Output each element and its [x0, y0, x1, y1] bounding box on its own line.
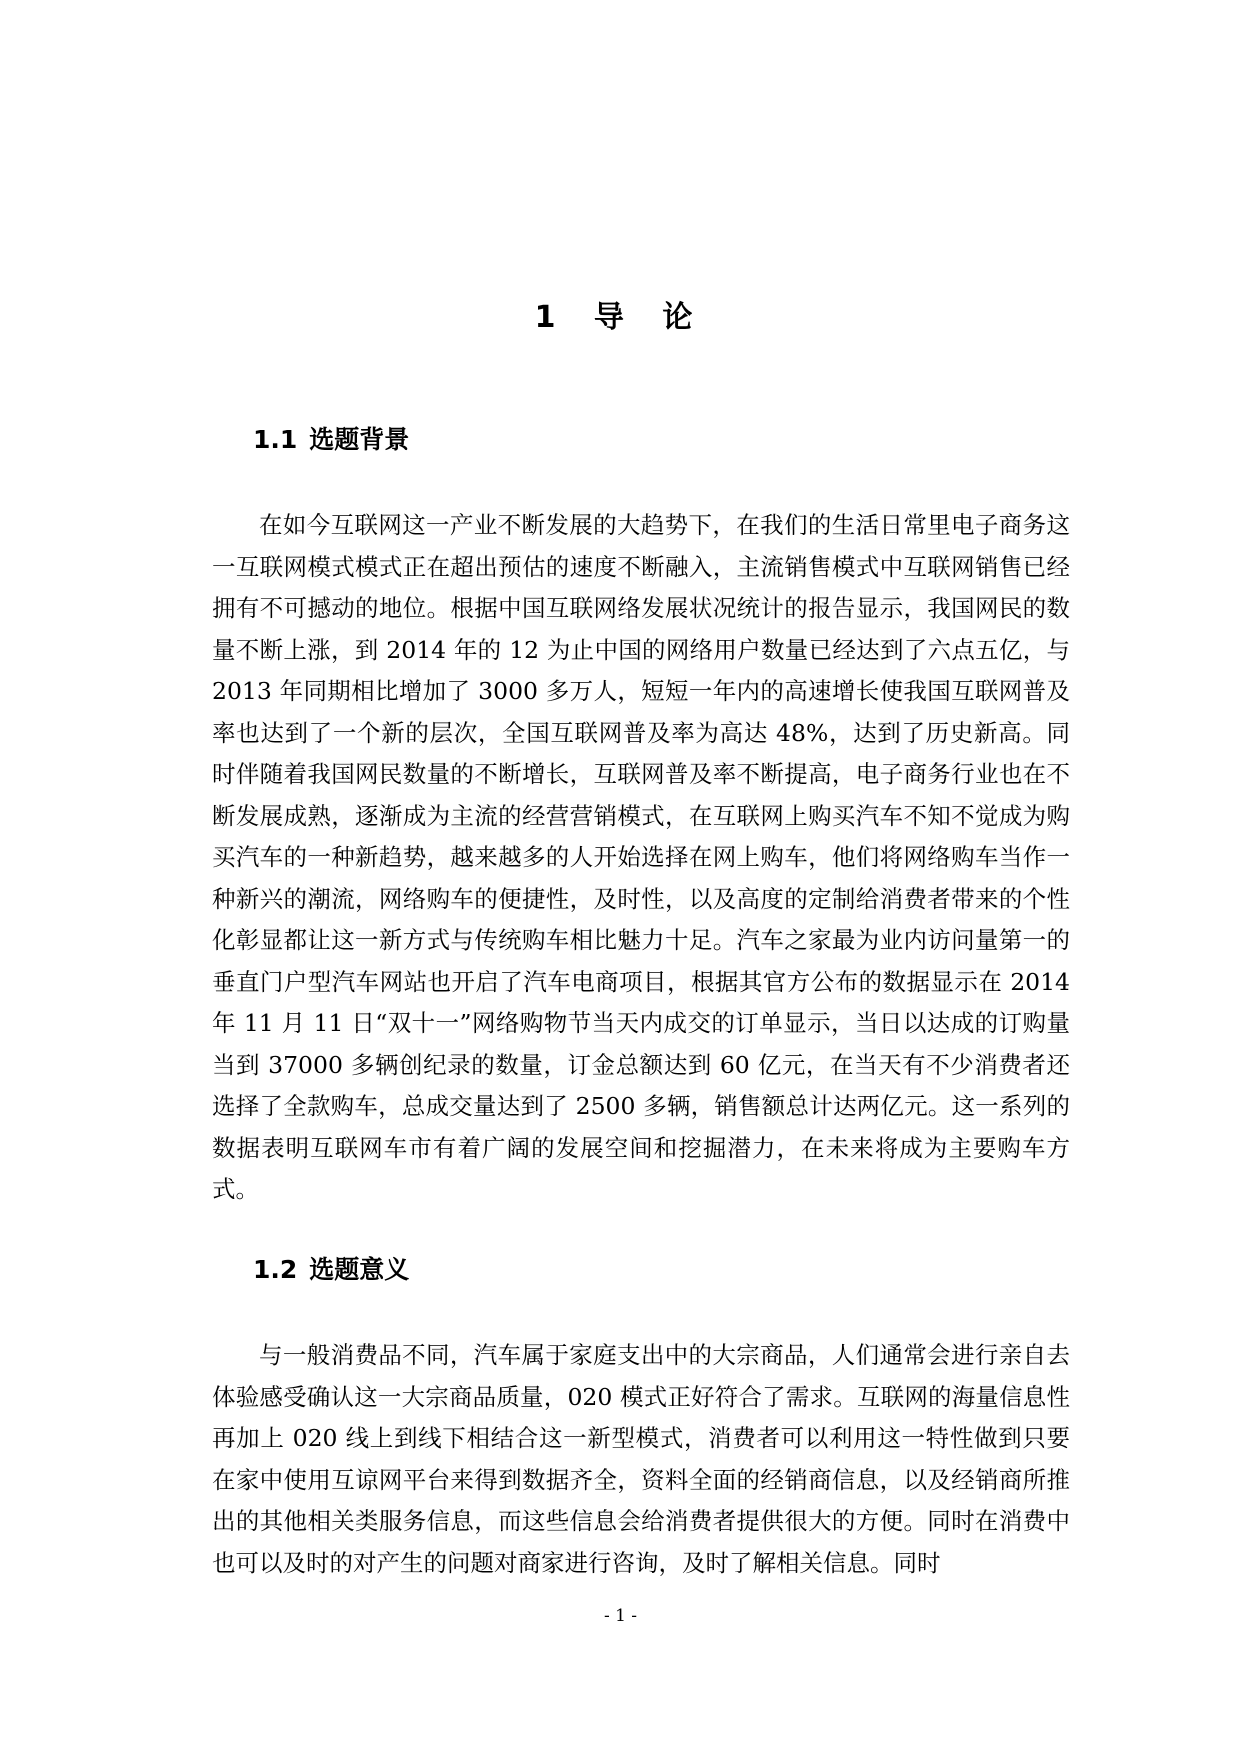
section-heading-1-1: [253, 420, 409, 460]
section-number: 1.1: [253, 425, 298, 454]
section-heading-1-2: [253, 1250, 409, 1290]
section-title: 选题背景: [309, 425, 410, 454]
section-number: 1.2: [253, 1255, 298, 1284]
section-title: 选题意义: [309, 1255, 410, 1284]
section-1-2-paragraph: 与一般消费品不同，汽车属于家庭支出中的大宗商品，人们通常会进行亲自去体验感受确认这一大宗商品质量，020 模式正好符合了需求。互联网的海量信息性再加上 020 线上到线下相结合这一新型模式，消费者可以利用这一特性做到只要在家中使用互谅网平台来得到数据齐全，资料全面的经销商信息，以及经销商所推出的其他相关类服务信息，而这些信息会给消费者提供很大的方便。同时在消费中也可以及时的对产生的问题对商家进行咨询，及时了解相关信息。同时: [212, 1341, 1070, 1577]
section-1-1-paragraph: 在如今互联网这一产业不断发展的大趋势下，在我们的生活日常里电子商务这一互联网模式模式正在超出预估的速度不断融入，主流销售模式中互联网销售已经拥有不可撼动的地位。根据中国互联网络发展状况统计的报告显示，我国网民的数量不断上涨，到 2014 年的 12 为止中国的网络用户数量已经达到了六点五亿，与 2013 年同期相比增加了 3000 多万人，短短一年内的高速增长使我国互联网普及率也达到了一个新的层次，全国互联网普及率为高达 48%，达到了历史新高。同时伴随着我国网民数量的不断增长，互联网普及率不断提高，电子商务行业也在不断发展成熟，逐渐成为主流的经营营销模式，在互联网上购买汽车不知不觉成为购买汽车的一种新趋势，越来越多的人开始选择在网上购车，他们将网络购车当作一种新兴的潮流，网络购车的便捷性，及时性，以及高度的定制给消费者带来的个性化彰显都让这一新方式与传统购车相比魅力十足。汽车之家最为业内访问量第一的垂直门户型汽车网站也开启了汽车电商项目，根据其官方公布的数据显示在 2014 年 11 月 11 日“双十一”网络购物节当天内成交的订单显示，当日以达成的订购量当到 37000 多辆创纪录的数量，订金总额达到 60 亿元，在当天有不少消费者还选择了全款购车，总成交量达到了 2500 多辆，销售额总计达两亿元。这一系列的数据表明互联网车市有着广阔的发展空间和挖掘潜力，在未来将成为主要购车方式。: [212, 511, 1070, 1203]
page-number: - 1 -: [603, 1606, 638, 1626]
chapter-title: 1 导 论: [534, 300, 707, 335]
